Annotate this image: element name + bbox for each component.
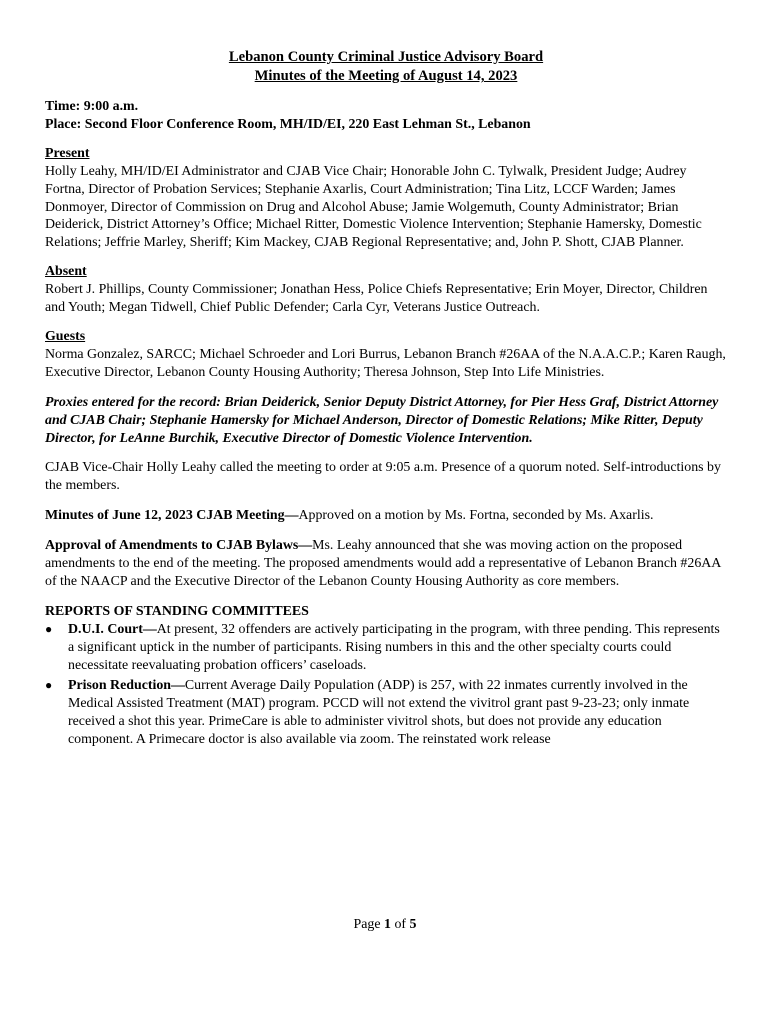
bullet-icon: ● xyxy=(45,621,53,636)
present-heading: Present xyxy=(45,145,90,161)
list-item xyxy=(45,677,727,749)
meeting-place: Place: Second Floor Conference Room, MH/ID/EI, 220 East Lehman St., Lebanon xyxy=(45,116,531,132)
page-prefix: Page xyxy=(353,917,385,932)
document-subtitle: Minutes of the Meeting of August 14, 2023 xyxy=(254,68,518,84)
list-item xyxy=(45,621,727,675)
guests-list: Norma Gonzalez, SARCC; Michael Schroeder and Lori Burrus, Lebanon Branch #26AA of the N.A.A.C.P.; Karen Raugh, Executive Director, Lebanon County Housing Authority; Theresa Johnson, Step Into Life Ministries. xyxy=(45,346,726,380)
bullet-icon: ● xyxy=(45,678,53,693)
guests-section xyxy=(45,328,727,382)
guests-heading: Guests xyxy=(45,328,86,344)
page-number: 1 xyxy=(384,917,391,932)
prison-reduction-label: Prison Reduction— xyxy=(68,678,185,694)
minutes-paragraph xyxy=(45,507,727,525)
absent-list: Robert J. Phillips, County Commissioner; Jonathan Hess, Police Chiefs Representative; Erin Moyer, Director, Children and Youth; Megan Tidwell, Chief Public Defender; Carla Cyr, Veterans Justice Outreach. xyxy=(45,282,708,316)
page-total: 5 xyxy=(409,917,417,932)
bylaws-paragraph xyxy=(45,537,727,591)
committee-report-list xyxy=(45,621,727,749)
present-section xyxy=(45,145,727,252)
title-block xyxy=(45,48,727,86)
document-title: Lebanon County Criminal Justice Advisory Board xyxy=(228,49,544,65)
prison-reduction-text: Current Average Daily Population (ADP) is 257, with 22 inmates currently involved in the Medical Assisted Treatment (MAT) program. PCCD will not extend the vivitrol grant past 9-23-23; only inmate received a shot this year. PrimeCare is able to administer vivitrol shots, but does not provide any education component. A Primecare doctor is also available via zoom. The reinstated work release xyxy=(68,678,690,748)
present-list: Holly Leahy, MH/ID/EI Administrator and CJAB Vice Chair; Honorable John C. Tylwalk, President Judge; Audrey Fortna, Director of Probation Services; Stephanie Axarlis, Court Administration; Tina Litz, LCCF Warden; James Donmoyer, Director of Commission on Drug and Alcohol Abuse; Jamie Wolgemuth, County Administrator; Brian Deiderick, District Attorney’s Office; Michael Ritter, Domestic Violence Intervention; Stephanie Hamersky, Domestic Relations; Jeffrie Marley, Sheriff; Kim Mackey, CJAB Regional Representative; and, John P. Shott, CJAB Planner. xyxy=(45,163,702,251)
absent-heading: Absent xyxy=(45,264,87,280)
proxies-paragraph: Proxies entered for the record: Brian Deiderick, Senior Deputy District Attorney, for Pier Hess Graf, District Attorney and CJAB Chair; Stephanie Hamersky for Michael Anderson, Director of Domestic Relations; Mike Ritter, Deputy Director, for LeAnne Burchik, Executive Director of Domestic Violence Intervention. xyxy=(45,394,719,446)
meeting-time: Time: 9:00 a.m. xyxy=(45,99,139,114)
dui-court-label: D.U.I. Court— xyxy=(68,621,157,637)
page-footer xyxy=(0,917,770,933)
call-to-order-paragraph: CJAB Vice-Chair Holly Leahy called the meeting to order at 9:05 a.m. Presence of a quorum noted. Self-introductions by the members. xyxy=(45,460,721,494)
bylaws-text: Ms. Leahy announced that she was moving action on the proposed amendments to the end of the meeting. The proposed amendments would add a representative of Lebanon Branch #26AA of the NAACP and the Executive Director of the Lebanon County Housing Authority as core members. xyxy=(45,538,721,589)
dui-court-text: At present, 32 offenders are actively participating in the program, with three pending. This represents a significant uptick in the number of participants. Rising numbers in this and the other specialty courts could necessitate reevaluating probation officers’ caseloads. xyxy=(68,621,720,673)
minutes-text: Approved on a motion by Ms. Fortna, seconded by Ms. Axarlis. xyxy=(298,508,654,524)
page-of: of xyxy=(390,917,410,932)
bylaws-label: Approval of Amendments to CJAB Bylaws— xyxy=(45,538,313,554)
document-body xyxy=(45,48,727,749)
standing-committees-heading: REPORTS OF STANDING COMMITTEES xyxy=(45,603,309,619)
minutes-label: Minutes of June 12, 2023 CJAB Meeting— xyxy=(45,508,299,524)
absent-section xyxy=(45,263,727,317)
